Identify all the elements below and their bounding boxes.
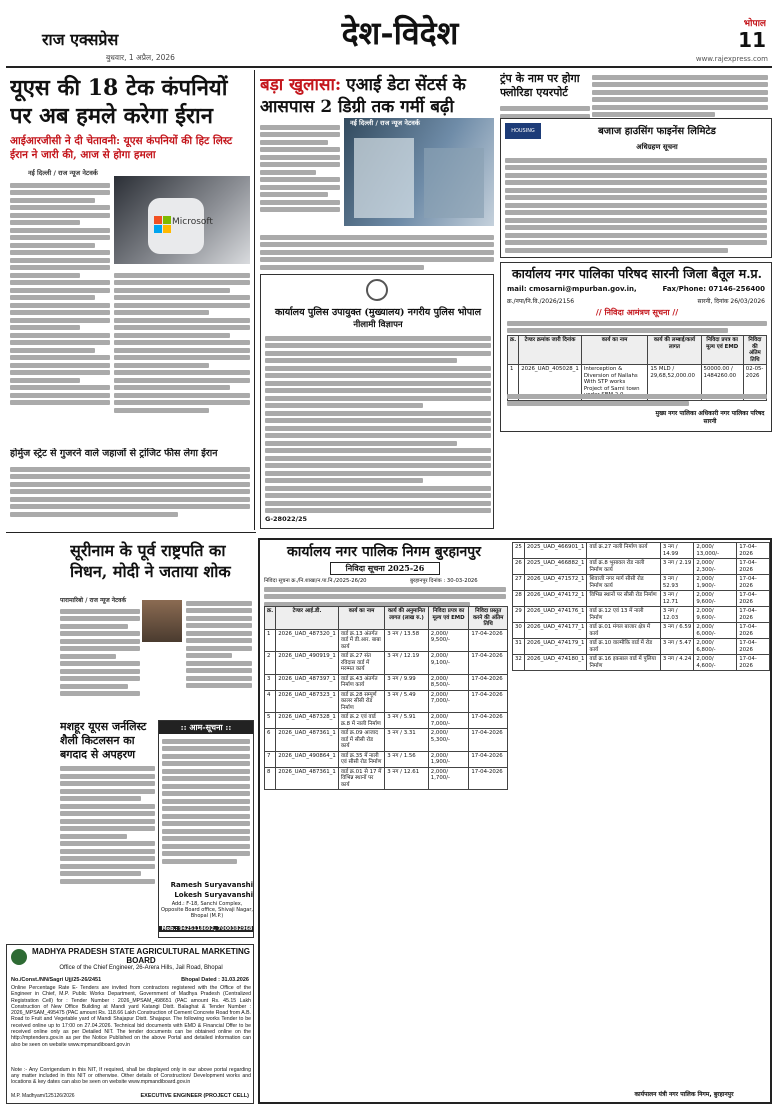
table-cell: 5 [265,713,276,729]
table-cell: 2026_UAD_487361_1 [276,729,339,752]
table-cell: 3 [265,674,276,690]
table-cell: 2026_UAD_474180_1 [524,655,587,671]
table-cell: वार्ड क्र.01 मंगल बाजार क्षेत्र में कार्य [587,623,660,639]
sarni-notice-head: // निविदा आमंत्रण सूचना // [595,308,679,317]
table-cell: 26 [513,559,525,575]
mp-board-body: Online Percentage Rate E- Tenders are invited from contractors registered with the Office of the Engineer in Chief, M.P. Public Works Department, Government of Madhya Pradesh (Centralized Registration Cell) for : Tender Number : 2026_MPSAM_498651 (PAC amount Rs. 45.15 Lakh Construction of New Office Building at Mandi yard Katangi Distt. Balaghat & Tender Number : 2026_MPSAM_495475 (PAC amount Rs. 118.66 Lakh Construction of Cement Concrete Road from A.B. Road to Fruit and Vegetable yard of Mandi Shajapur Distt. Shajapur. The following works Tender to be received online up to 17:00 on 27.04.2026. Technical bid documents with EMD & Financial Offer to be received online only as per Detailed NIT. The tender documents can be obtained online on the http://mptenders.gov.in as per the Notice Published on the above Portal and detailed information can also be seen on website www.mpmandiboard.gov.in [11,985,251,1048]
table-row [513,639,770,655]
table-cell: 2,000/ 2,300/- [694,559,737,575]
table-row [513,575,770,591]
ai-headline: एआई डेटा सेंटर्स के आसपास 2 डिग्री तक गर्मी बढ़ी [260,75,466,117]
suriname-headline: सूरीनाम के पूर्व राष्ट्रपति का निधन, मोदी ने जताया शोक [70,541,231,581]
table-row [265,751,508,767]
table-cell: 17-04-2026 [469,690,508,713]
table-header: कार्य की अनुमानित लागत (लाख रु.) [385,607,429,630]
table-cell: 7 [265,751,276,767]
police-emblem [366,279,388,301]
table-cell: 2,000/ 9,500/- [428,629,469,652]
advocate-mobile: Mob.: 9425118602, 7000382968 [159,926,254,932]
table-cell: 3 नग / 5.47 [660,639,694,655]
table-cell: 25 [513,543,525,559]
table-cell: 2026_UAD_474176_1 [524,607,587,623]
city-name: भोपाल [743,19,766,29]
table-cell: वार्ड क्र.13 अंतर्गत वार्ड में डी.आर. बाबा कार्य [338,629,384,652]
bajaj-title: बजाज हाउसिंग फाइनेंस लिमिटेड [598,126,716,137]
police-notice [260,274,494,529]
table-cell: 3 नग / 12.61 [385,767,429,790]
table-row [265,629,508,652]
mp-board-ref: No./Const./NN/Sagri Ujj/25-26/2451 [11,977,102,983]
table-cell: 3 नग / 12.71 [660,591,694,607]
sarni-notice [500,262,772,432]
table-cell: वार्ड क्र.35 में नाली एवं सीसी रोड निर्माण [338,751,384,767]
burhanpur-signature: कार्यपालन यंत्री नगर पालिक निगम, बुरहानपुर [634,1091,734,1098]
table-cell: वार्ड क्र.43 अंतर्गत निर्माण कार्य [338,674,384,690]
table-cell: वार्ड क्र.16 इकबाल वार्ड में पुलिया निर्माण [587,655,660,671]
table-cell: 2,000/ 13,000/- [694,543,737,559]
bajaj-notice [500,118,772,258]
mp-board-date: Bhopal Dated : 31.03.2026 [181,977,249,983]
table-cell: 3 नग / 14.99 [660,543,694,559]
ai-photo [344,118,494,226]
table-cell: 29 [513,607,525,623]
table-cell: 2026_UAD_487397_1 [276,674,339,690]
table-cell: 17-04-2026 [737,559,770,575]
table-cell: 30 [513,623,525,639]
table-cell: 17-04-2026 [737,623,770,639]
masthead-rule [6,66,772,68]
table-cell: 2,000/ 5,300/- [428,729,469,752]
table-cell: 3 नग / 12.19 [385,652,429,675]
table-cell: 27 [513,575,525,591]
table-cell: 2,000/ 9,100/- [428,652,469,675]
sarni-mail: mail: cmosarni@mpurban.gov.in, [507,285,637,293]
mp-board-note: Note :- Any Corrigendum in this NIT, If required, shall be displayed only in our above portal regarding any matter included in this NIT or otherwise. Other details of Construction/ Development works and locations & key dates can also be seen on website www.mpmandiboard.gov.in [11,1067,251,1086]
suriname-dateline: पारामारिबो / राज न्यूज नेटवर्क [60,597,127,604]
table-cell: 1 [265,629,276,652]
table-cell: 17-04-2026 [469,652,508,675]
section-rule [6,532,256,533]
table-row [513,543,770,559]
table-cell: 3 नग / 5.91 [385,713,429,729]
trump-headline: ट्रंप के नाम पर होगा फ्लोरिडा एयरपोर्ट [500,72,580,99]
table-cell: वार्ड क्र.8 भुसावल रोड नाली निर्माण कार्य [587,559,660,575]
burhanpur-table-left [264,606,508,790]
paper-name: राज एक्सप्रेस [42,30,119,49]
table-cell: 2,000/ 6,000/- [694,623,737,639]
table-cell: वार्ड क्र.28 सम्पूर्ण कालर सीसी रोड निर्माण [338,690,384,713]
table-cell: 2026_UAD_490864_1 [276,751,339,767]
table-row [513,559,770,575]
aam-suchna [158,720,254,938]
table-row [513,655,770,671]
burhanpur-date: बुरहानपुर दिनांक : 30-03-2026 [410,578,478,584]
table-cell: 2,000/ 9,600/- [694,607,737,623]
burhanpur-title: कार्यालय नगर पालिक निगम बुरहानपुर [287,544,481,560]
table-header: टेण्डर क्रमांक जारी दिनांक [519,336,582,365]
ai-kicker: बड़ा खुलासा: [260,75,342,95]
sarni-fax: Fax/Phone: 07146-256400 [662,285,765,293]
microsoft-label: Microsoft [172,217,213,227]
table-header: निविदा प्रस्तुत करने की अंतिम तिथि [469,607,508,630]
table-cell: 17-04-2026 [469,729,508,752]
table-cell: Interception & Diversion of Nallahs With STP works Project of Sarni town [581,365,648,401]
table-cell: 17-04-2026 [469,713,508,729]
table-cell: 2,000/ 1,700/- [428,767,469,790]
table-cell: 2026_UAD_471572_1 [524,575,587,591]
table-cell: 4 [265,690,276,713]
table-cell: वार्ड क्र.09 आजाद वार्ड में सीसी रोड कार्य [338,729,384,752]
table-cell: 2,000/ 4,600/- [694,655,737,671]
table-cell: 17-04-2026 [737,639,770,655]
table-cell: 2,000/ 6,800/- [694,639,737,655]
mashhoor-story [60,720,155,960]
table-cell: वार्ड क्र.27 संत रविदास वार्ड में मरम्मत कार्य [338,652,384,675]
table-cell: वार्ड क्र.27 नाली निर्माण कार्य [587,543,660,559]
sarni-ref: क्र./नपा/नि.वि./2026/2156 [507,298,575,305]
suriname-photo [142,600,182,642]
table-cell: शिवाजी नगर मार्ग सीसी रोड निर्माण कार्य [587,575,660,591]
bajaj-logo: HOUSING FINANCE [505,123,541,139]
table-cell: 3 नग / 4.24 [660,655,694,671]
mp-board-logo [11,949,27,965]
us-headline: यूएस की 18 टेक कंपनियों पर अब हमले करेगा ईरान [10,75,228,129]
table-cell: 2025_UAD_466882_1 [524,559,587,575]
table-cell: 2,000/ 8,500/- [428,674,469,690]
table-cell: 17-04-2026 [469,674,508,690]
table-cell: 2026_UAD_474172_1 [524,591,587,607]
burhanpur-ref: निविदा सूचना क्र./नि.शाखा/न.पा.नि./2025-26/20 [264,578,367,584]
police-title: कार्यालय पुलिस उपायुक्त (मुख्यालय) नगरीय पुलिस भोपाल [274,307,482,318]
table-cell: 1 [508,365,519,401]
bajaj-notice-title: अधिग्रहण सूचना [636,143,678,151]
table-row [513,607,770,623]
us-subhead: आईआरजीसी ने दी चेतावनी: यूएस कंपनियों की हिट लिस्ट ईरान ने जारी की, आज से होगा हमला [10,135,233,161]
table-header: निविदा की अंतिम तिथि [743,336,766,365]
table-cell: 2026_UAD_487361_1 [276,767,339,790]
table-row [265,652,508,675]
advocate-address: Add.: F-18, Sanchi Complex, Opposite Board office, Shivaji Nagar, Bhopal (M.P.) [161,901,253,919]
table-cell: 2026_UAD_405028_1 [519,365,582,401]
table-cell: 17-04-2026 [737,655,770,671]
table-cell: 2,000/ 9,600/- [694,591,737,607]
table-row [265,729,508,752]
table-cell: 15 MLD / 29,68,52,000.00 [648,365,701,401]
table-cell: 2,000/ 1,900/- [694,575,737,591]
police-ref: G-28022/25 [265,515,308,523]
table-row [513,591,770,607]
advocate-2: Lokesh Suryavanshi [174,891,253,899]
suriname-body [60,606,140,716]
table-header: कार्य की लम्बाई/कार्य लागत [648,336,701,365]
table-cell: वार्ड क्र.01 से 17 में विभिन्न स्थानों पर कार्य [338,767,384,790]
ai-dateline: नई दिल्ली / राज न्यूज नेटवर्क [350,119,420,127]
table-cell: वार्ड क्र.2 एवं वार्ड क्र.8 में नाली निर्माण [338,713,384,729]
vrule-1 [254,70,255,530]
ai-body-bottom [260,232,494,272]
table-cell: 17-04-2026 [737,591,770,607]
table-cell: 3 नग / 9.99 [385,674,429,690]
table-cell: 28 [513,591,525,607]
us-sub2-body [10,464,250,526]
table-cell: 3 नग / 12.03 [660,607,694,623]
table-header: कार्य का नाम [338,607,384,630]
table-row [265,767,508,790]
table-cell: 32 [513,655,525,671]
table-cell: वार्ड क्र.12 एवं 13 में नाली निर्माण [587,607,660,623]
table-cell: 17-04-2026 [469,751,508,767]
table-header: निविदा प्रपत्र का मूल्य एवं EMD [428,607,469,630]
table-row [265,713,508,729]
table-row [265,690,508,713]
table-cell: 31 [513,639,525,655]
table-cell: 2 [265,652,276,675]
sarni-title: कार्यालय नगर पालिका परिषद सारनी जिला बैतूल म.प्र. [511,266,763,281]
mp-board-madhyam: M.P. Madhyam/125126/2026 [11,1093,75,1099]
table-header: टेण्डर आई.डी. [276,607,339,630]
table-row [265,674,508,690]
table-cell: 02-05-2026 [743,365,766,401]
aam-suchna-title: :: आम-सूचना :: [159,721,253,734]
website: www.rajexpress.com [695,55,768,63]
mp-board-subtitle: Office of the Chief Engineer, 26-Arera Hills, Jail Road, Bhopal [59,965,223,971]
table-cell: 2026_UAD_474179_1 [524,639,587,655]
table-cell: 3 नग / 3.31 [385,729,429,752]
police-subtitle: नीलामी विज्ञापन [353,320,403,330]
suriname-body-right [186,598,252,718]
table-header: क्र. [508,336,519,365]
trump-body-right [592,72,768,117]
suriname-story [70,540,250,600]
table-header: कार्य का नाम [581,336,648,365]
table-cell: विभिन्न स्थानों पर सीसी रोड निर्माण [587,591,660,607]
table-cell: 2026_UAD_487320_1 [276,629,339,652]
burhanpur-table-right [512,542,770,671]
table-cell: 17-04-2026 [737,575,770,591]
table-cell: 3 नग / 1.56 [385,751,429,767]
table-cell: 3 नग / 5.49 [385,690,429,713]
mp-board-title: MADHYA PRADESH STATE AGRICULTURAL MARKETING BOARD [31,947,251,965]
section-title: देश-विदेश [341,14,459,52]
ai-body-left [260,122,340,232]
table-cell: 2026_UAD_474177_1 [524,623,587,639]
table-cell: 2,000/ 7,000/- [428,690,469,713]
table-cell: 17-04-2026 [469,767,508,790]
us-sub2: होर्मुज स्ट्रेट से गुजरने वाले जहाजों से ट्रांजिट फीस लेगा ईरान [10,448,218,459]
table-cell: 2025_UAD_466901_1 [524,543,587,559]
table-cell: 3 नग / 13.58 [385,629,429,652]
microsoft-photo [114,176,250,264]
table-header: निविदा प्रपत्र का मूल्य एवं EMD [701,336,743,365]
sarni-signature: मुख्य नगर पालिका अधिकारी नगर पालिका परिषद सारनी [655,410,765,425]
us-body-col2 [114,270,250,445]
mp-board-notice [6,944,254,1104]
table-cell: 3 नग / 52.93 [660,575,694,591]
table-cell: 2,000/ 1,900/- [428,751,469,767]
masthead-left [6,12,256,62]
table-cell: 2026_UAD_487323_1 [276,690,339,713]
sarni-date: सारनी, दिनांक 26/03/2026 [697,298,765,305]
page-number: 11 [738,28,766,52]
table-cell: 3 नग / 2.19 [660,559,694,575]
us-dateline: नई दिल्ली / राज न्यूज नेटवर्क [28,169,98,177]
table-cell: 2026_UAD_490919_1 [276,652,339,675]
advocate-1: Ramesh Suryavanshi [170,881,253,889]
table-cell: 17-04-2026 [737,543,770,559]
table-row [513,623,770,639]
table-cell: 50000.00 / 1484260.00 [701,365,743,401]
mashhoor-headline: मशहूर यूएस जर्नलिस्ट शैली किटलसन का बगदाद से अपहरण [60,720,147,761]
table-cell: 2,000/ 7,000/- [428,713,469,729]
table-cell: 3 नग / 6.59 [660,623,694,639]
table-cell: 6 [265,729,276,752]
us-body-col1 [10,180,110,440]
burhanpur-sub: निविदा सूचना 2025-26 [330,562,440,575]
table-cell: 8 [265,767,276,790]
table-cell: वार्ड क्र.10 वाल्मीकि वार्ड में रोड कार्य [587,639,660,655]
table-cell: 17-04-2026 [469,629,508,652]
mp-board-signature: EXECUTIVE ENGINEER (PROJECT CELL) [140,1093,249,1099]
burhanpur-notice [258,538,772,1104]
table-cell: 17-04-2026 [737,607,770,623]
issue-date: बुधवार, 1 अप्रैल, 2026 [106,53,175,62]
table-cell: 2026_UAD_487328_1 [276,713,339,729]
table-header: क्र. [265,607,276,630]
